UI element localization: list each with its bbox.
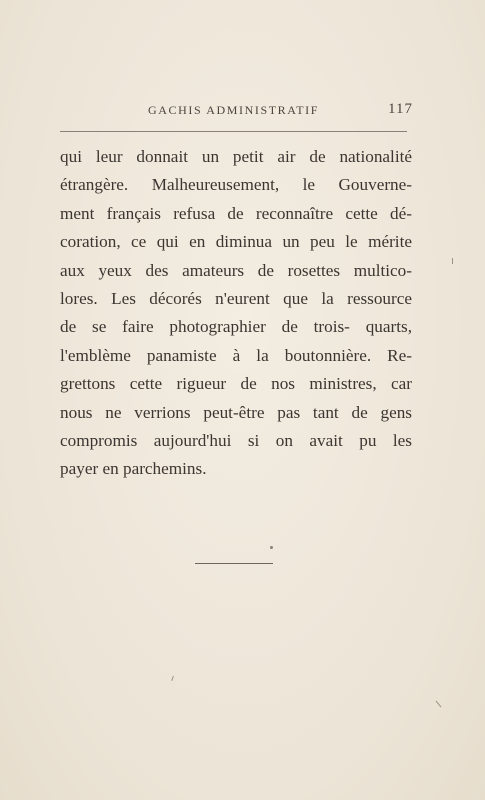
ornament-dot — [270, 546, 273, 549]
paper-speck — [452, 258, 453, 264]
text-line: qui leur donnait un petit air de nationalité — [60, 147, 412, 166]
text-line: compromis aujourd'hui si on avait pu les — [60, 430, 412, 450]
text-line: coration, ce qui en diminua un peu le mérite — [60, 232, 412, 252]
text-line: nous ne verrions peut-être pas tant de gens — [60, 402, 412, 422]
page-header — [60, 103, 413, 123]
text-line: ment français refusa de reconnaître cette dé- — [60, 203, 412, 223]
page-number: 117 — [388, 101, 413, 117]
text-line: étrangère. Malheureusement, le Gouverne- — [60, 175, 412, 195]
paper-speck — [171, 676, 174, 681]
text-line: grettons cette rigueur de nos ministres, car — [60, 374, 412, 394]
text-line: lores. Les décorés n'eurent que la ressource — [60, 288, 412, 308]
end-rule — [195, 563, 273, 564]
paper-speck — [436, 701, 442, 708]
header-rule — [60, 131, 407, 132]
text-line: l'emblème panamiste à la boutonnière. Re- — [60, 345, 412, 365]
text-line: aux yeux des amateurs de rosettes multico- — [60, 260, 412, 280]
text-line: de se faire photographier de trois- quarts, — [60, 317, 412, 337]
body-paragraph — [60, 143, 412, 484]
running-head: GACHIS ADMINISTRATIF — [148, 103, 320, 117]
text-line: payer en parchemins. — [60, 459, 207, 479]
